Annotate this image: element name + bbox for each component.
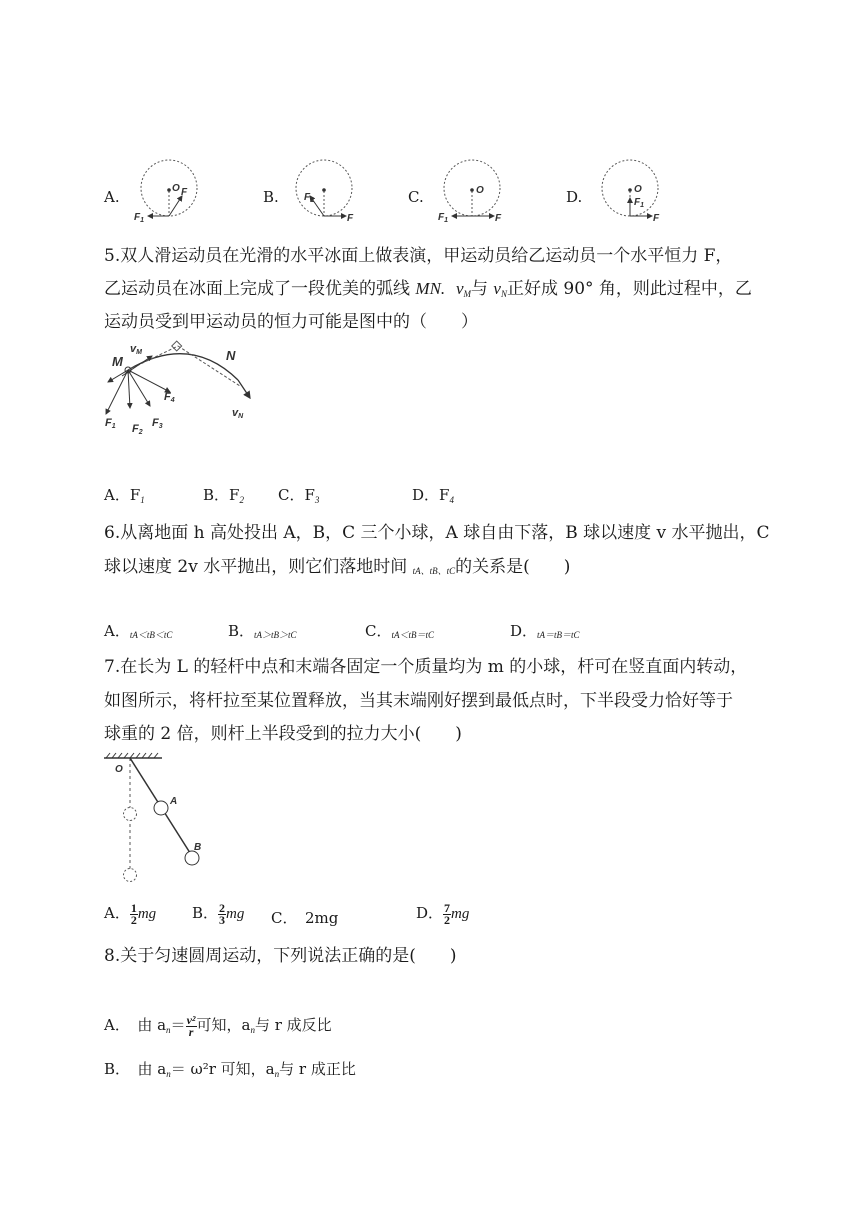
q7-figure <box>100 752 220 892</box>
svg-text:O: O <box>476 185 484 196</box>
svg-text:F4: F4 <box>164 391 175 404</box>
svg-text:M: M <box>112 354 123 369</box>
svg-text:F3: F3 <box>152 417 163 430</box>
svg-text:O: O <box>634 184 642 195</box>
q4-figure-d <box>590 158 670 228</box>
q8-option-a[interactable]: A． 由 $a_n=$ $\frac{\text{v²}}{r}$ 可知，$a_n$与 r 成反比 <box>104 1012 332 1039</box>
svg-text:F: F <box>181 187 188 198</box>
svg-text:F: F <box>653 213 660 224</box>
q6-option-d[interactable]: D．tA＝tB＝tC <box>510 622 580 640</box>
q6-line-2: 球以速度 2v 水平抛出，则它们落地时间 tA、tB、tC的关系是( ) <box>104 557 571 577</box>
svg-text:O: O <box>115 764 123 775</box>
svg-text:F2: F2 <box>132 423 143 436</box>
q6-line-1: 6.从离地面 h 高处投出 A，B，C 三个小球，A 球自由下落，B 球以速度 v 水平抛出，C <box>104 523 770 543</box>
q5-line-1: 5.双人滑运动员在光滑的水平冰面上做表演，甲运动员给乙运动员一个水平恒力 F， <box>104 246 733 266</box>
svg-text:F1: $F_1$ <box>438 212 449 224</box>
q7-option-c[interactable]: C． 2mg <box>271 909 339 927</box>
q7-line-1: 7.在长为 L 的轻杆中点和末端各固定一个质量均为 m 的小球，杆可在竖直面内转动， <box>104 657 748 677</box>
svg-text:F1: $F_1$ <box>634 197 645 209</box>
svg-text:F1: $F_1$ <box>134 212 145 224</box>
q7-line-2: 如图所示，将杆拉至某位置释放，当其末端刚好摆到最低点时，下半段受力恰好等于 <box>104 691 733 711</box>
q5-figure <box>100 338 260 438</box>
q6-option-a[interactable]: A．tA＜tB＜tC <box>104 622 173 640</box>
q5-line-2: 乙运动员在冰面上完成了一段优美的弧线 MN. $v_M$与 $v_N$正好成 90° 角，则此过程中，乙 <box>104 279 752 299</box>
q7-option-d[interactable]: D． $\frac{7}{2}$ mg <box>416 900 470 927</box>
svg-text:vN: vN <box>232 407 244 420</box>
svg-text:O: O <box>172 183 180 194</box>
q5-option-d[interactable]: D．$F_4$ <box>412 486 454 505</box>
svg-text:A: A <box>170 796 178 807</box>
q4-figure-b <box>284 158 364 228</box>
svg-text:N: N <box>226 348 236 363</box>
q7-line-3: 球重的 2 倍，则杆上半段受到的拉力大小( ) <box>104 724 462 744</box>
q6-option-b[interactable]: B．tA＞tB＞tC <box>228 622 297 640</box>
q5-line-3: 运动员受到甲运动员的恒力可能是图中的（ ） <box>104 312 478 332</box>
q6-option-c[interactable]: C．tA＜tB＝tC <box>365 622 434 640</box>
q5-option-b[interactable]: B．$F_2$ <box>203 486 244 505</box>
q5-option-c[interactable]: C．$F_3$ <box>278 486 320 505</box>
svg-text:vM: vM <box>130 343 142 356</box>
q4-option-b-label[interactable]: B. <box>263 188 279 206</box>
q8-option-b[interactable]: B． 由 $a_n= \omega^2r$ 可知，$a_n$与 r 成正比 <box>104 1060 356 1079</box>
svg-text:B: B <box>194 842 202 853</box>
q4-option-a-label[interactable]: A. <box>104 188 120 206</box>
q8-line-1: 8.关于匀速圆周运动，下列说法正确的是( ) <box>104 946 457 966</box>
svg-text:F1: F1 <box>105 417 116 430</box>
q4-option-d-label[interactable]: D. <box>566 188 583 206</box>
svg-text:F: F <box>347 213 354 224</box>
q4-figure-c <box>432 158 512 228</box>
q7-option-b[interactable]: B． $\frac{2}{3}$ mg <box>192 900 245 927</box>
svg-text:F1: $F_1$ <box>304 192 315 204</box>
svg-text:F: F <box>495 213 502 224</box>
q4-option-c-label[interactable]: C. <box>408 188 424 206</box>
q5-option-a[interactable]: A．$F_1$ <box>104 486 145 505</box>
q4-figure-a <box>128 158 208 228</box>
q7-option-a[interactable]: A． $\frac{1}{2}$ mg <box>104 900 157 927</box>
